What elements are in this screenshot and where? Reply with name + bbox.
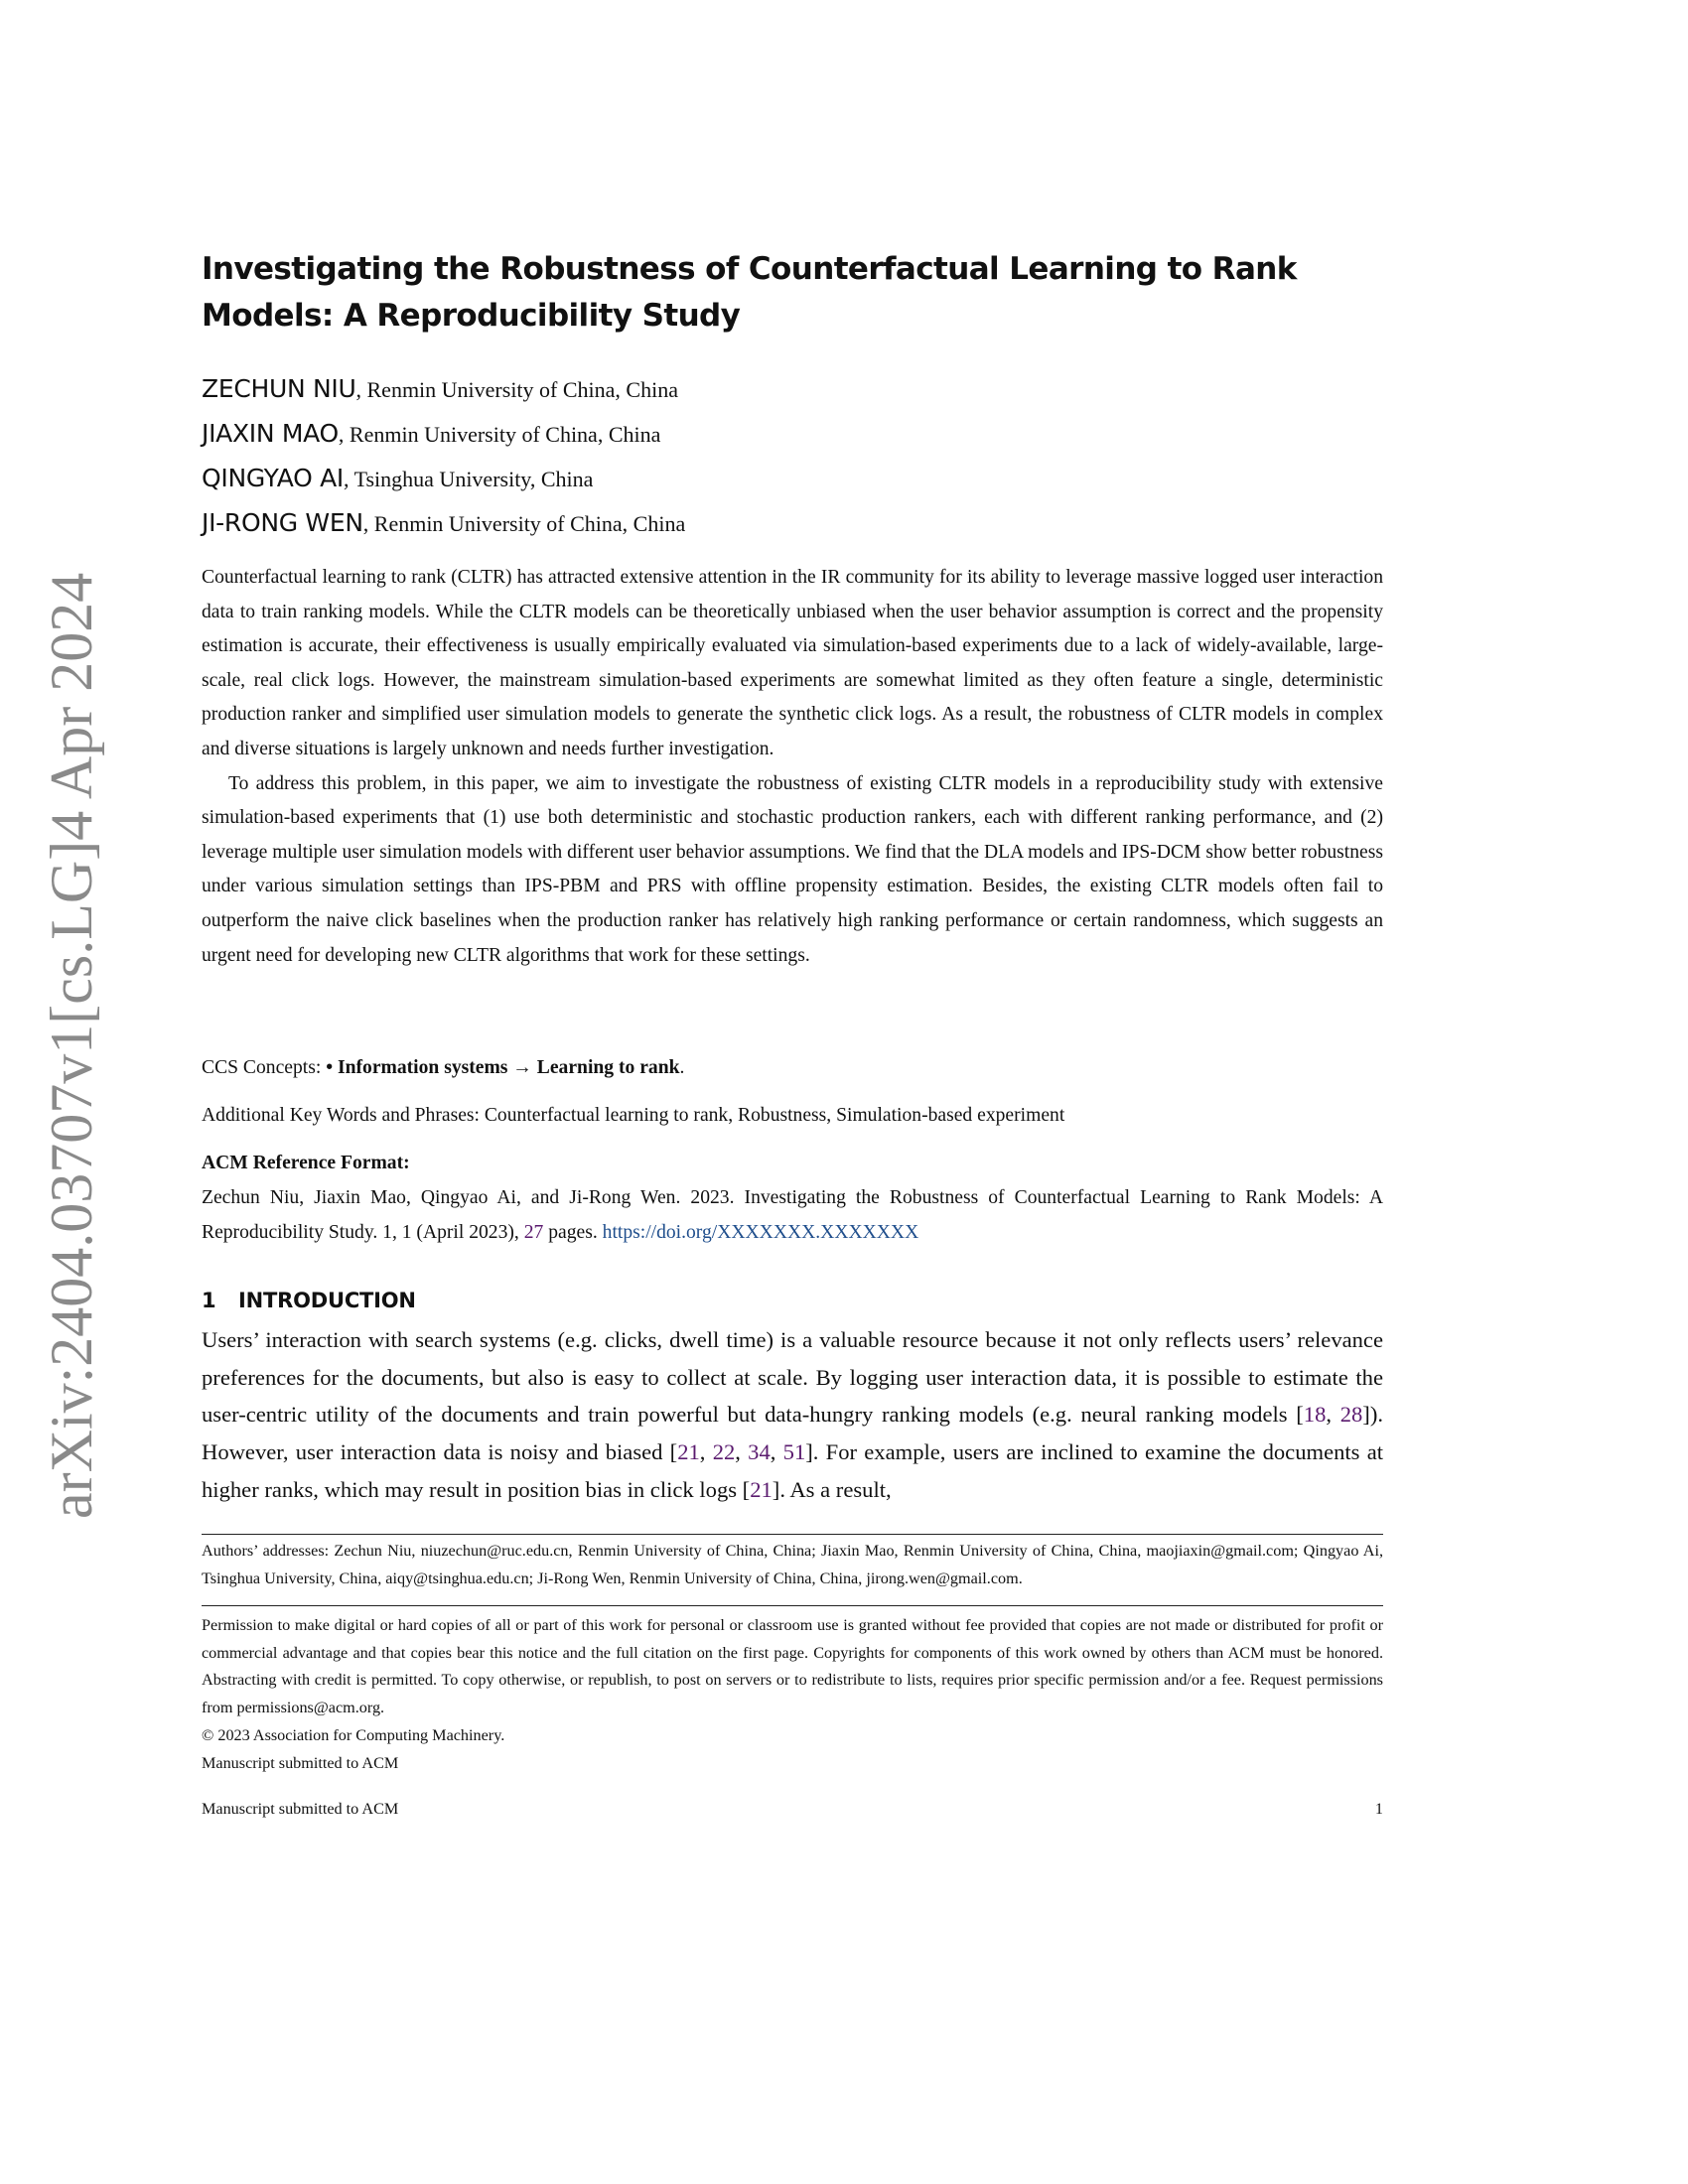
author-affiliation: Renmin University of China, China — [366, 377, 678, 402]
author-entry: JI-RONG WEN, Renmin University of China, China — [202, 508, 686, 537]
footer-left: Manuscript submitted to ACM — [202, 1800, 399, 1818]
author-entry: ZECHUN NIU, Renmin University of China, China — [202, 374, 678, 403]
permission-notice: Permission to make digital or hard copies of all or part of this work for personal or classroom use is granted without fee provided that copies are not made or distributed for profit or commercial advantage and that copies bear this notice and the full citation on the first page. Copyrights for components of this work owned by others than ACM must be honored. Abstracting with credit is permitted. To copy otherwise, or republish, to post on servers or to redistribute to lists, requires prior specific permission and/or a fee. Request permissions from permissions@acm.org. — [202, 1616, 1383, 1717]
acm-reference-heading: ACM Reference Format: — [202, 1153, 410, 1173]
acm-reference-text: Zechun Niu, Jiaxin Mao, Qingyao Ai, and Ji-Rong Wen. 2023. Investigating the Robustness of Counterfactual Learning to Rank Models: A Reproducibility Study. 1, 1 (April 2023), — [202, 1187, 1383, 1243]
arxiv-stamp — [39, 572, 104, 1519]
acm-reference — [202, 1181, 1383, 1250]
footnote-divider — [202, 1605, 1383, 1606]
manuscript-note: Manuscript submitted to ACM — [202, 1754, 399, 1772]
arrow-icon: → — [507, 1057, 537, 1078]
page-count-link[interactable]: 27 — [523, 1221, 544, 1243]
author-name: JIAXIN MAO — [202, 419, 339, 448]
abstract-paragraph: To address this problem, in this paper, we aim to investigate the robustness of existing CLTR models in a reproducibility study with extensive simulation-based experiments that (1) use both deterministic and stochastic production rankers, each with different ranking performance, and (2) leverage multiple user simulation models with different user behavior assumptions. We find that the DLA models and IPS-DCM show better robustness under various simulation settings than IPS-PBM and PRS with offline propensity estimation. Besides, the existing CLTR models often fail to outperform the naive click baselines when the production ranker has relatively high ranking performance or certain randomness, which suggests an urgent need for developing new CLTR algorithms that work for these settings. — [202, 772, 1383, 966]
author-entry: QINGYAO AI, Tsinghua University, China — [202, 464, 594, 492]
page-footer — [202, 1795, 1383, 1823]
authors-addresses-footnote: Authors’ addresses: Zechun Niu, niuzechun@ruc.edu.cn, Renmin University of China, China; Jiaxin Mao, Renmin University of China, China, maojiaxin@gmail.com; Qingyao Ai, Tsinghua University, China, aiqy@tsinghua.edu.cn; Ji-Rong Wen, Renmin University of China, China, jirong.wen@gmail.com. — [202, 1542, 1383, 1587]
footnote-divider — [202, 1534, 1383, 1535]
ccs-subconcept: Learning to rank — [536, 1057, 680, 1078]
author-name: ZECHUN NIU — [202, 374, 356, 403]
author-affiliation: Renmin University of China, China — [373, 511, 686, 536]
pages-suffix: pages. — [543, 1221, 603, 1243]
introduction-paragraph: Users’ interaction with search systems (e.g. clicks, dwell time) is a valuable resource because it not only reflects users’ relevance preferences for the documents, but also is easy to collect at scale. By logging user interaction data, it is possible to estimate the user-centric utility of the documents and train powerful but data-hungry ranking models (e.g. neural ranking models [18, 28]). However, user interaction data is noisy and biased [21, 22, 34, 51]. For example, users are inclined to examine the documents at higher ranks, which may result in position bias in click logs [21]. As a result, — [202, 1327, 1384, 1502]
citation-link[interactable]: 51 — [782, 1439, 806, 1465]
doi-link[interactable]: https://doi.org/XXXXXXX.XXXXXXX — [602, 1221, 919, 1243]
ccs-end: . — [679, 1057, 685, 1078]
section-number: 1 — [202, 1289, 216, 1312]
author-name: JI-RONG WEN — [202, 508, 363, 537]
author-name: QINGYAO AI — [202, 464, 344, 492]
author-list — [202, 371, 1383, 550]
paper-title: Investigating the Robustness of Counterfactual Learning to Rank Models: A Reproducibility Study — [202, 251, 1297, 334]
abstract — [202, 561, 1383, 973]
ccs-label: CCS Concepts: — [202, 1057, 327, 1078]
arxiv-category: [cs.LG] — [39, 840, 104, 1024]
arxiv-date: 4 Apr 2024 — [39, 572, 104, 841]
introduction-body — [202, 1321, 1383, 1509]
author-affiliation: Renmin University of China, China — [349, 422, 661, 447]
ccs-bullet: • — [326, 1057, 338, 1078]
citation-link[interactable]: 22 — [712, 1439, 736, 1465]
ccs-concept: Information systems — [337, 1057, 508, 1078]
author-entry: JIAXIN MAO, Renmin University of China, China — [202, 419, 661, 448]
ccs-concepts — [202, 1051, 1383, 1085]
citation-link[interactable]: 21 — [750, 1476, 773, 1502]
keywords-value: Counterfactual learning to rank, Robustness, Simulation-based experiment — [484, 1105, 1065, 1126]
section-title: INTRODUCTION — [238, 1289, 416, 1312]
author-affiliation: Tsinghua University, China — [353, 467, 594, 491]
citation-link[interactable]: 28 — [1339, 1402, 1363, 1428]
page-number: 1 — [1374, 1800, 1383, 1818]
section-heading — [202, 1284, 1383, 1317]
keywords-label: Additional Key Words and Phrases: — [202, 1105, 485, 1126]
citation-link[interactable]: 21 — [677, 1439, 700, 1465]
citation-link[interactable]: 34 — [748, 1439, 771, 1465]
keywords — [202, 1099, 1383, 1133]
citation-link[interactable]: 18 — [1303, 1402, 1327, 1428]
abstract-paragraph: Counterfactual learning to rank (CLTR) has attracted extensive attention in the IR community for its ability to leverage massive logged user interaction data to train ranking models. While the CLTR models can be theoretically unbiased when the user behavior assumption is correct and the propensity estimation is accurate, their effectiveness is usually empirically evaluated via simulation-based experiments due to a lack of widely-available, large-scale, real click logs. However, the mainstream simulation-based experiments are somewhat limited as they often feature a single, deterministic production ranker and simplified user simulation models to generate the synthetic click logs. As a result, the robustness of CLTR models in complex and diverse situations is largely unknown and needs further investigation. — [202, 567, 1383, 759]
arxiv-id[interactable]: arXiv:2404.03707v1 — [39, 1024, 104, 1519]
copyright-notice: © 2023 Association for Computing Machinery. — [202, 1726, 505, 1744]
